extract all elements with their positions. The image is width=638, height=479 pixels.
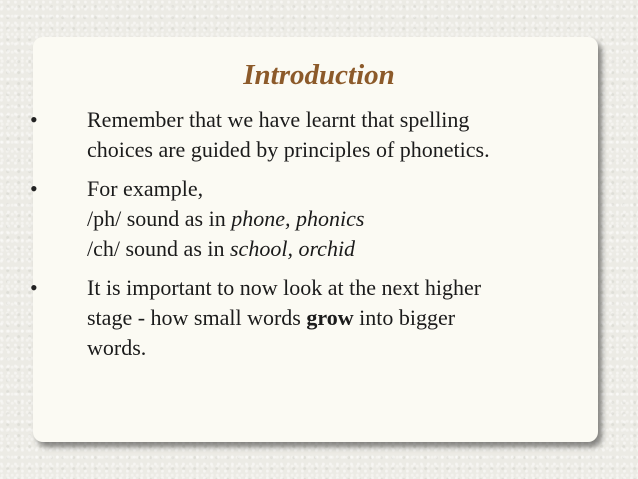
ch-examples: school, orchid bbox=[230, 236, 356, 261]
bullet-text-line: choices are guided by principles of phonetics. bbox=[87, 137, 490, 162]
bullet-point-spelling bbox=[87, 105, 607, 165]
bullet-text-line: words. bbox=[87, 335, 147, 360]
bullet-text-line: For example, bbox=[87, 176, 204, 201]
bullet-text-line: Remember that we have learnt that spelling bbox=[87, 107, 470, 132]
ph-prefix: /ph/ sound as in bbox=[87, 206, 232, 231]
grow-before: stage - how small words bbox=[87, 305, 307, 330]
bullet-marker: • bbox=[30, 275, 38, 300]
ph-example-line bbox=[87, 204, 607, 234]
grow-bold-word: grow bbox=[306, 305, 354, 330]
grow-line bbox=[87, 303, 607, 333]
bullet-text-line: It is important to now look at the next higher bbox=[87, 275, 482, 300]
bullet-point-growth bbox=[87, 273, 607, 363]
bullet-marker: • bbox=[30, 107, 38, 132]
slide-title: Introduction bbox=[243, 59, 395, 91]
bullet-marker: • bbox=[30, 176, 38, 201]
ch-prefix: /ch/ sound as in bbox=[87, 236, 230, 261]
grow-after: into bigger bbox=[353, 305, 456, 330]
ch-example-line bbox=[87, 234, 607, 264]
bullet-point-example bbox=[87, 174, 607, 264]
ph-examples: phone, phonics bbox=[231, 206, 365, 231]
